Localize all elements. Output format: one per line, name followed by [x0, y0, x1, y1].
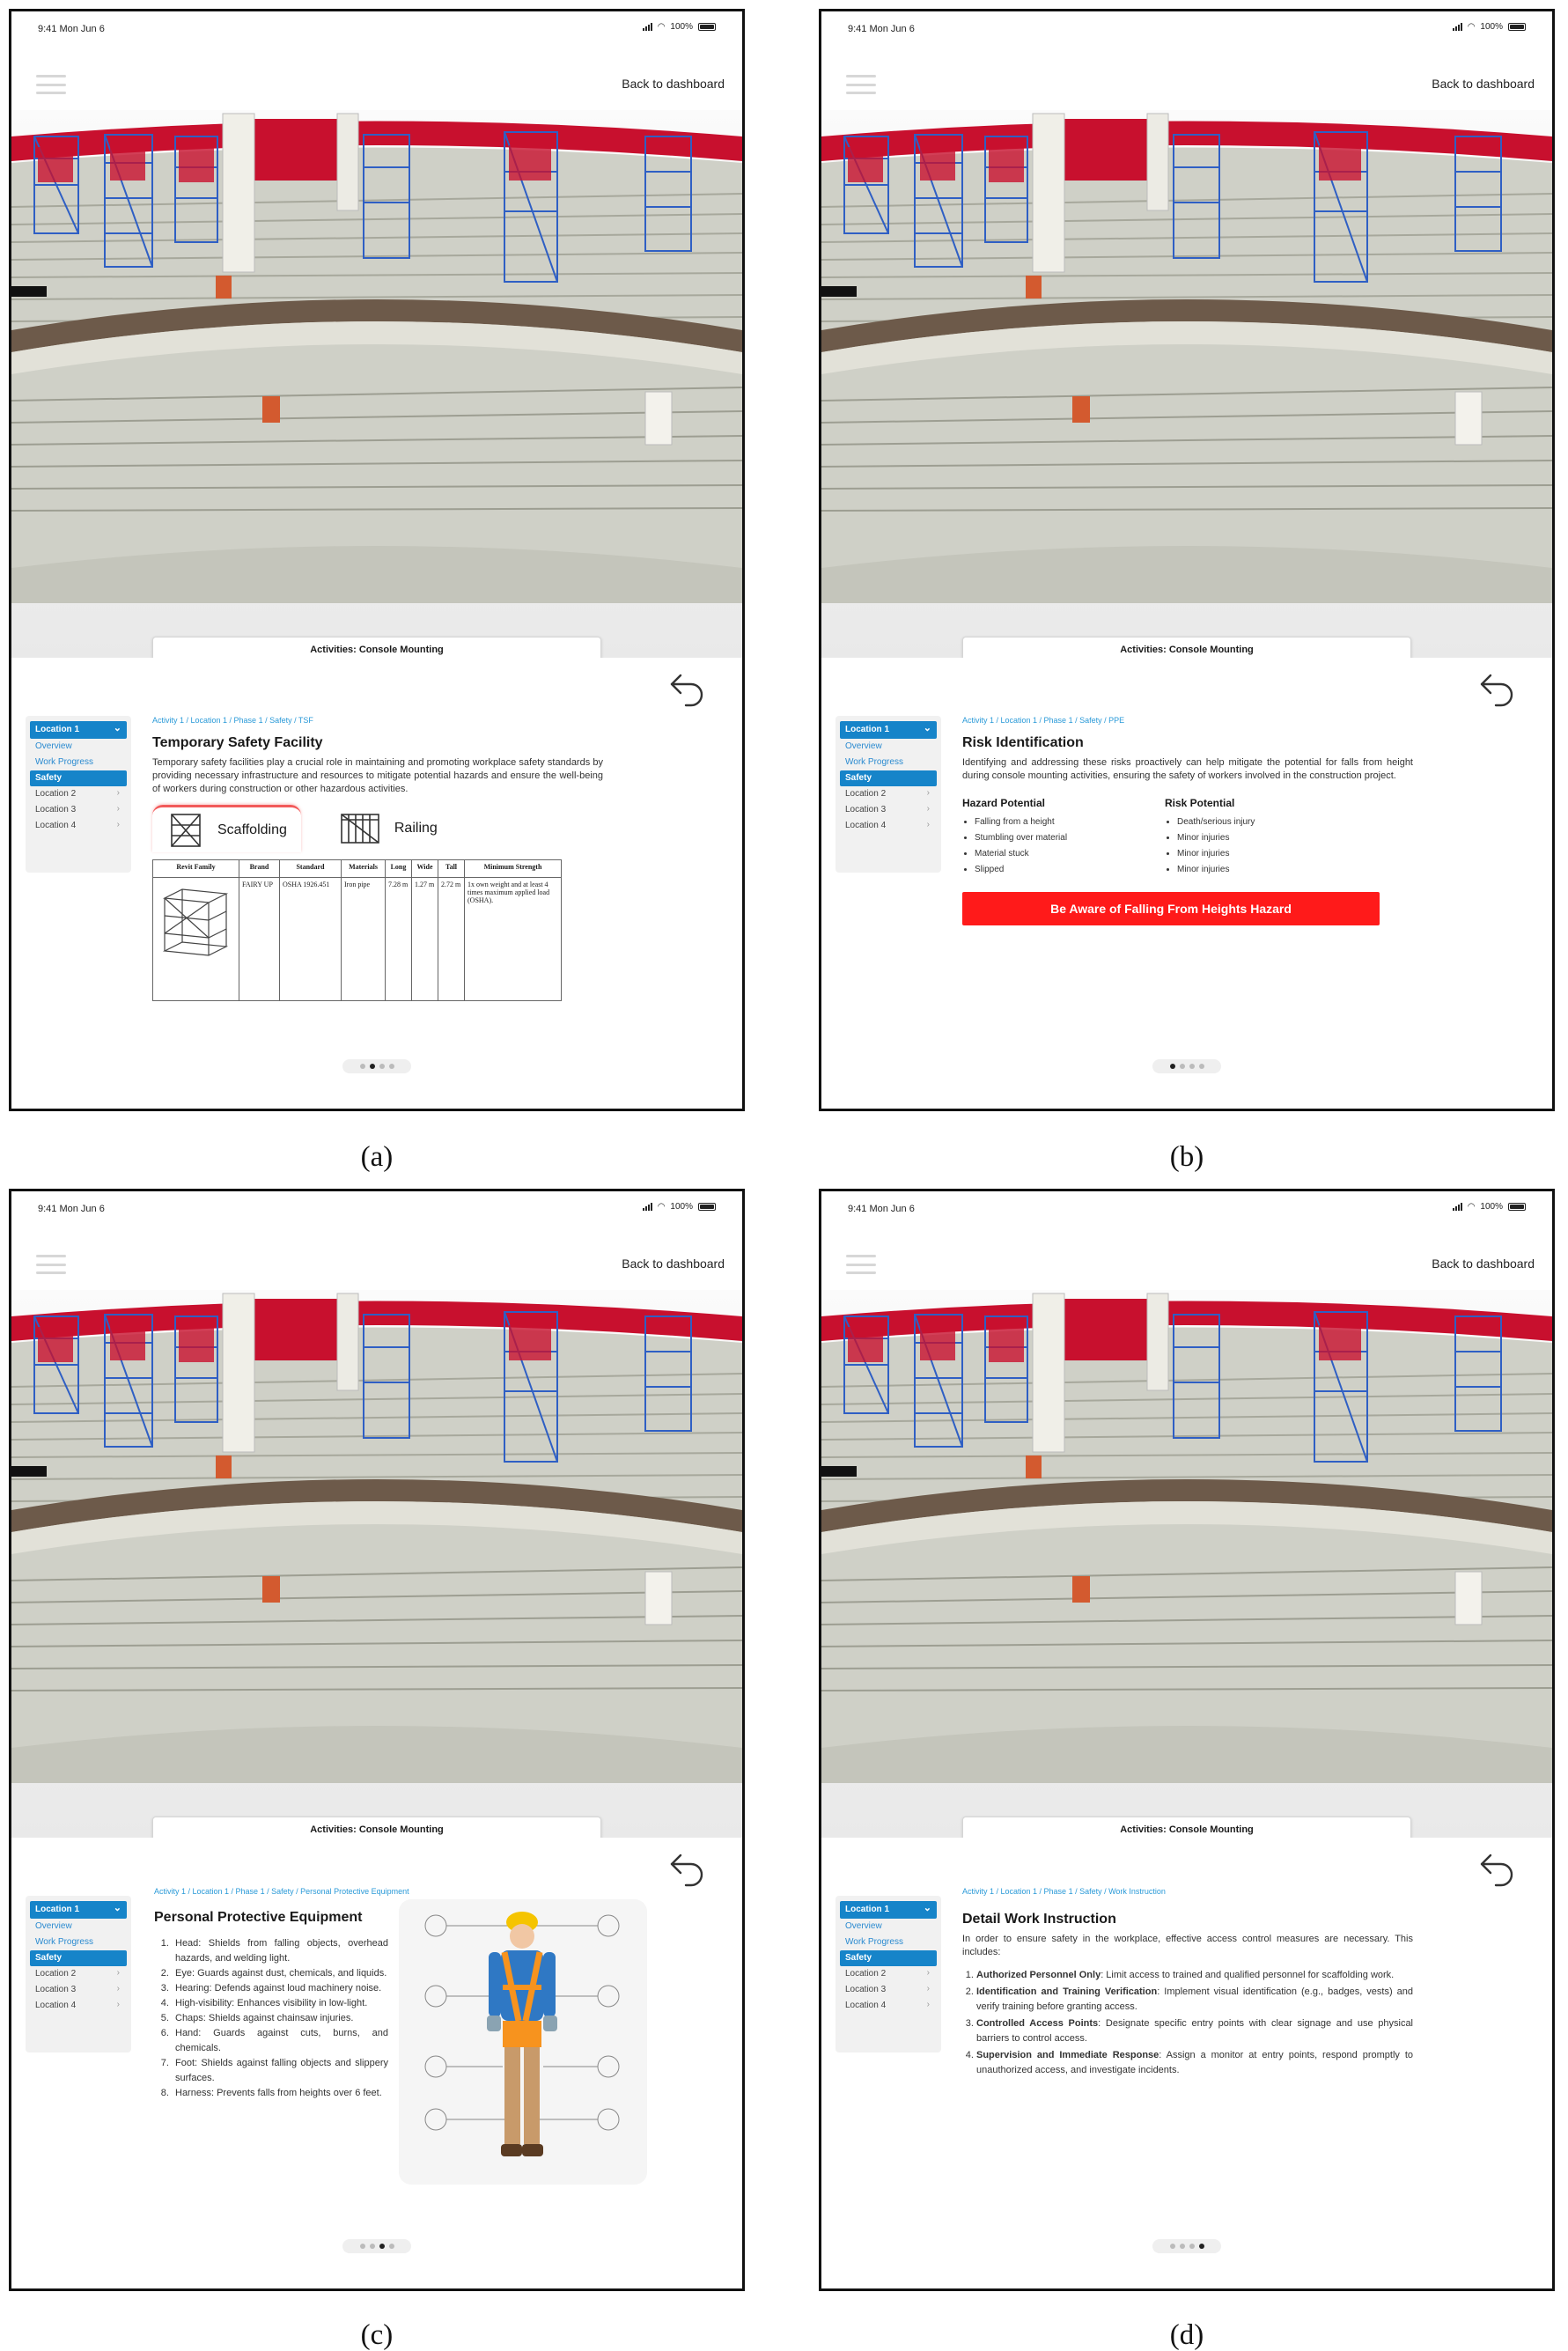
page-title: Risk Identification — [962, 735, 1084, 750]
battery-text: 100% — [1480, 22, 1503, 32]
menu-icon[interactable] — [846, 1255, 876, 1274]
list-item: 1. Head: Shields from falling objects, overhead hazards, and welding light. — [172, 1936, 388, 1966]
status-time: 9:41 Mon Jun 6 — [848, 24, 915, 34]
content-work-instruction — [962, 1887, 1413, 2080]
risk-columns — [962, 797, 1413, 878]
sidebar-item-location-4[interactable]: Location 4 › — [840, 818, 937, 834]
list-item: • Minor injuries — [1177, 846, 1341, 862]
status-bar — [821, 11, 1552, 47]
stadium-render — [11, 1290, 742, 1838]
tab-railing[interactable] — [324, 805, 452, 852]
status-icons — [643, 22, 716, 32]
list-item: • Stumbling over material — [975, 830, 1165, 846]
step-text: : Assign a monitor at entry points, respond promptly to unauthorized access, and investigate incidents. — [976, 2050, 1413, 2075]
th-wide: Wide — [412, 860, 438, 878]
wifi-icon: ◠ — [1467, 22, 1476, 32]
sidebar-item-location-2[interactable]: Location 2 › — [30, 1966, 127, 1982]
instruction-list — [962, 1968, 1413, 2078]
page-dot[interactable] — [1199, 1064, 1204, 1069]
list-item: • Falling from a height — [975, 814, 1165, 830]
back-to-dashboard-link[interactable]: Back to dashboard — [622, 1257, 725, 1271]
list-item: • Slipped — [975, 862, 1165, 878]
activity-label: Activities: Console Mounting — [152, 637, 601, 658]
risk-column — [1165, 797, 1341, 878]
status-bar — [11, 1191, 742, 1227]
description: In order to ensure safety in the workplace, effective access control measures are necessary. This includes: — [962, 1934, 1413, 1957]
page-indicator[interactable] — [342, 2239, 411, 2253]
status-time: 9:41 Mon Jun 6 — [38, 1204, 105, 1214]
screen-b — [819, 9, 1555, 1111]
breadcrumb: Activity 1 / Location 1 / Phase 1 / Safety / PPE — [962, 716, 1125, 725]
page-dot[interactable] — [1170, 1064, 1175, 1069]
step-title: Supervision and Immediate Response — [976, 2050, 1159, 2060]
activity-label: Activities: Console Mounting — [962, 637, 1411, 658]
stadium-3d-view[interactable] — [821, 1290, 1552, 1838]
sidebar-item-work-progress[interactable]: Work Progress — [845, 1937, 903, 1947]
list-item: • Death/serious injury — [1177, 814, 1341, 830]
tab-railing-label: Railing — [394, 821, 438, 836]
stadium-render — [821, 1290, 1552, 1838]
ppe-grid — [154, 1899, 735, 2185]
sidebar-item-location-4[interactable]: Location 4 › — [840, 1998, 937, 2014]
back-to-dashboard-link[interactable]: Back to dashboard — [1432, 1257, 1535, 1271]
page-dot[interactable] — [1180, 2244, 1185, 2249]
list-item: 2. Eye: Guards against dust, chemicals, and liquids. — [172, 1966, 388, 1981]
back-to-dashboard-link[interactable]: Back to dashboard — [622, 77, 725, 91]
location-selector[interactable]: Location 1 ⌄ — [30, 721, 127, 739]
railing-icon — [338, 809, 382, 848]
th-minimum-strength: Minimum Strength — [465, 860, 562, 878]
stadium-render — [11, 110, 742, 658]
signal-icon — [643, 23, 652, 31]
screen-a — [9, 9, 745, 1111]
location-selector[interactable]: Location 1 ⌄ — [840, 721, 937, 739]
page-dot[interactable] — [1189, 2244, 1195, 2249]
sidebar-item-location-2[interactable]: Location 2 › — [840, 786, 937, 802]
undo-icon[interactable] — [1478, 1850, 1519, 1889]
undo-icon[interactable] — [668, 1850, 709, 1889]
content-tsf — [152, 716, 603, 1001]
th-revit-family: Revit Family — [153, 860, 239, 878]
scaffold-image — [153, 878, 239, 1001]
page-dot[interactable] — [360, 1064, 365, 1069]
sidebar-item-safety[interactable]: Safety — [30, 770, 127, 786]
sidebar-item-overview[interactable]: Overview — [35, 741, 72, 751]
sidebar-item-work-progress[interactable]: Work Progress — [845, 757, 903, 767]
description: Identifying and addressing these risks proactively can help mitigate the potential for falls from height during console mounting activities, ensuring the safety of workers involved in the construction project. — [962, 757, 1413, 781]
activity-label: Activities: Console Mounting — [152, 1817, 601, 1838]
table-row — [153, 878, 562, 1001]
wifi-icon: ◠ — [1467, 1202, 1476, 1212]
cell-tall: 2.72 m — [438, 878, 465, 1001]
risk-title: Risk Potential — [1165, 797, 1235, 809]
cell-materials: Iron pipe — [342, 878, 386, 1001]
list-item: 5. Chaps: Shields against chainsaw injuries. — [172, 2011, 388, 2026]
page-dot[interactable] — [379, 2244, 385, 2249]
cell-wide: 1.27 m — [412, 878, 438, 1001]
undo-icon[interactable] — [1478, 670, 1519, 709]
scaffolding-spec-table — [152, 859, 562, 1001]
cell-standard: OSHA 1926.451 — [280, 878, 342, 1001]
page-title: Temporary Safety Facility — [152, 735, 323, 750]
stadium-3d-view[interactable] — [821, 110, 1552, 658]
battery-icon — [1508, 1203, 1526, 1211]
scaffolding-icon — [166, 811, 205, 850]
table-header-row — [153, 860, 562, 878]
description: Temporary safety facilities play a crucial role in maintaining and promoting workplace safety standards by providing necessary infrastructure and resources to mitigate potential hazards and ensure the well-being of workers during construction or other hazardous activities. — [152, 757, 603, 794]
caption-c: (c) — [360, 2319, 394, 2351]
list-item — [976, 1985, 1413, 2015]
page-title: Detail Work Instruction — [962, 1912, 1116, 1927]
list-item — [976, 2016, 1413, 2046]
step-title: Authorized Personnel Only — [976, 1970, 1101, 1980]
sidebar-item-location-2[interactable]: Location 2 › — [30, 786, 127, 802]
sidebar-item-location-3[interactable]: Location 3 › — [30, 1982, 127, 1998]
step-text: : Designate specific entry points with clear signage and use physical barriers to control access. — [976, 2018, 1414, 2044]
cell-long: 7.28 m — [386, 878, 412, 1001]
ppe-worker-illustration — [399, 1899, 647, 2185]
breadcrumb: Activity 1 / Location 1 / Phase 1 / Safety / Personal Protective Equipment — [154, 1887, 409, 1896]
list-item — [976, 1968, 1413, 1983]
list-item — [976, 2048, 1413, 2078]
content-risk — [962, 716, 1413, 925]
menu-icon[interactable] — [36, 1255, 66, 1274]
battery-icon — [698, 1203, 716, 1211]
page-title: Personal Protective Equipment — [154, 1910, 363, 1925]
page-indicator[interactable] — [342, 1059, 411, 1073]
hazard-title: Hazard Potential — [962, 797, 1046, 809]
wifi-icon: ◠ — [657, 1202, 666, 1212]
status-icons — [643, 1202, 716, 1212]
th-long: Long — [386, 860, 412, 878]
page-dot[interactable] — [1189, 1064, 1195, 1069]
battery-text: 100% — [1480, 1202, 1503, 1212]
sidebar-item-location-3[interactable]: Location 3 › — [840, 802, 937, 818]
page-dot[interactable] — [1180, 1064, 1185, 1069]
step-text: : Limit access to trained and qualified personnel for scaffolding work. — [1101, 1970, 1395, 1980]
th-standard: Standard — [280, 860, 342, 878]
caption-b: (b) — [1169, 1141, 1204, 1173]
location-selector[interactable]: Location 1 ⌄ — [30, 1901, 127, 1919]
ppe-list-column — [154, 1899, 388, 2185]
stadium-3d-view[interactable] — [11, 1290, 742, 1838]
status-time: 9:41 Mon Jun 6 — [848, 1204, 915, 1214]
sidebar-item-location-3[interactable]: Location 3 › — [840, 1982, 937, 1998]
falling-hazard-alert-button[interactable]: Be Aware of Falling From Heights Hazard — [962, 892, 1380, 925]
page-dot[interactable] — [1170, 2244, 1175, 2249]
location-sidebar — [836, 1896, 941, 2053]
location-sidebar — [26, 1896, 131, 2053]
list-item: 8. Harness: Prevents falls from heights over 6 feet. — [172, 2086, 388, 2101]
step-title: Controlled Access Points — [976, 2018, 1099, 2029]
status-time: 9:41 Mon Jun 6 — [38, 24, 105, 34]
sidebar-item-location-4[interactable]: Location 4 › — [30, 818, 127, 834]
battery-text: 100% — [670, 22, 693, 32]
list-item: • Minor injuries — [1177, 830, 1341, 846]
list-item: 7. Foot: Shields against falling objects and slippery surfaces. — [172, 2056, 388, 2086]
location-sidebar — [26, 716, 131, 873]
sidebar-item-overview[interactable]: Overview — [35, 1921, 72, 1931]
sidebar-item-safety[interactable]: Safety — [840, 770, 937, 786]
status-bar — [821, 1191, 1552, 1227]
step-title: Identification and Training Verification — [976, 1986, 1158, 1997]
status-icons — [1453, 1202, 1526, 1212]
cell-brand: FAIRY UP — [239, 878, 280, 1001]
page-dot[interactable] — [389, 1064, 394, 1069]
stadium-3d-view[interactable] — [11, 110, 742, 658]
screen-d — [819, 1189, 1555, 2291]
ppe-list — [154, 1936, 388, 2101]
signal-icon — [1453, 1203, 1462, 1211]
th-brand: Brand — [239, 860, 280, 878]
signal-icon — [1453, 23, 1462, 31]
battery-icon — [1508, 23, 1526, 31]
breadcrumb: Activity 1 / Location 1 / Phase 1 / Safety / Work Instruction — [962, 1887, 1166, 1896]
caption-a: (a) — [360, 1141, 394, 1173]
th-tall: Tall — [438, 860, 465, 878]
menu-icon[interactable] — [846, 75, 876, 94]
battery-icon — [698, 23, 716, 31]
tab-scaffolding[interactable] — [152, 805, 301, 852]
page-indicator[interactable] — [1152, 2239, 1221, 2253]
caption-d: (d) — [1169, 2319, 1204, 2351]
menu-icon[interactable] — [36, 75, 66, 94]
page-dot[interactable] — [379, 1064, 385, 1069]
stadium-render — [821, 110, 1552, 658]
location-sidebar — [836, 716, 941, 873]
battery-text: 100% — [670, 1202, 693, 1212]
sidebar-item-overview[interactable]: Overview — [845, 1921, 882, 1931]
signal-icon — [643, 1203, 652, 1211]
back-to-dashboard-link[interactable]: Back to dashboard — [1432, 77, 1535, 91]
scaffolding-icon — [156, 881, 235, 960]
undo-icon[interactable] — [668, 670, 709, 709]
status-bar — [11, 11, 742, 47]
page-dot[interactable] — [370, 2244, 375, 2249]
breadcrumb: Activity 1 / Location 1 / Phase 1 / Safety / TSF — [152, 716, 313, 725]
sidebar-item-location-3[interactable]: Location 3 › — [30, 802, 127, 818]
list-item: 4. High-visibility: Enhances visibility in low-light. — [172, 1996, 388, 2011]
page-dot[interactable] — [370, 1064, 375, 1069]
cell-minimum-strength: 1x own weight and at least 4 times maximum applied load (OSHA). — [465, 878, 562, 1001]
wifi-icon: ◠ — [657, 22, 666, 32]
screen-c — [9, 1189, 745, 2291]
hazard-column — [962, 797, 1165, 878]
list-item: 6. Hand: Guards against cuts, burns, and chemicals. — [172, 2026, 388, 2056]
sidebar-item-overview[interactable]: Overview — [845, 741, 882, 751]
page-dot[interactable] — [389, 2244, 394, 2249]
page-dot[interactable] — [360, 2244, 365, 2249]
sidebar-item-work-progress[interactable]: Work Progress — [35, 757, 93, 767]
list-item: 3. Hearing: Defends against loud machinery noise. — [172, 1981, 388, 1996]
status-icons — [1453, 22, 1526, 32]
risk-list — [1165, 814, 1341, 878]
activity-label: Activities: Console Mounting — [962, 1817, 1411, 1838]
location-selector[interactable]: Location 1 ⌄ — [840, 1901, 937, 1919]
list-item: • Minor injuries — [1177, 862, 1341, 878]
tab-scaffolding-label: Scaffolding — [217, 822, 287, 837]
sidebar-item-safety[interactable]: Safety — [30, 1950, 127, 1966]
hazard-list — [962, 814, 1165, 878]
sidebar-item-safety[interactable]: Safety — [840, 1950, 937, 1966]
page-indicator[interactable] — [1152, 1059, 1221, 1073]
facility-tabs — [152, 805, 603, 852]
step-text: : Implement visual identification (e.g., badges, vests) and verify training before granting access. — [976, 1986, 1413, 2012]
sidebar-item-location-4[interactable]: Location 4 › — [30, 1998, 127, 2014]
page-dot[interactable] — [1199, 2244, 1204, 2249]
list-item: • Material stuck — [975, 846, 1165, 862]
sidebar-item-location-2[interactable]: Location 2 › — [840, 1966, 937, 1982]
sidebar-item-work-progress[interactable]: Work Progress — [35, 1937, 93, 1947]
content-ppe — [154, 1887, 735, 2185]
th-materials: Materials — [342, 860, 386, 878]
